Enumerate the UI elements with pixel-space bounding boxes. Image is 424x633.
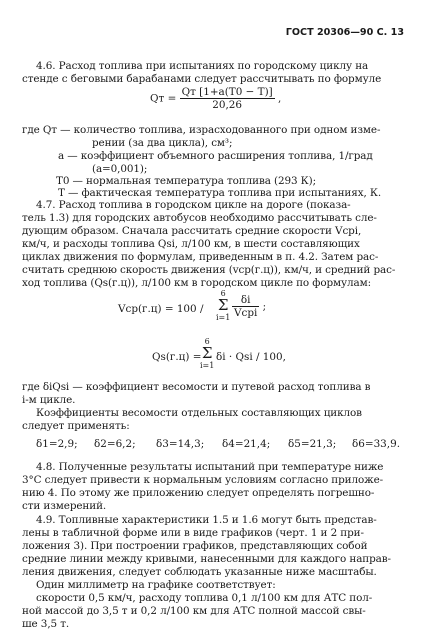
sum-symbol: Σ — [201, 344, 213, 362]
formula-fuel-consumption — [150, 86, 281, 111]
formula-3-sum — [200, 337, 214, 370]
para-4-8-line: 3°С следует привести к нормальным условиям согласно приложе- — [22, 474, 384, 486]
sum-symbol: Σ — [217, 296, 229, 314]
definition-line: T0 — нормальная температура топлива (293 К); — [56, 175, 316, 187]
coef-intro-line: следует применять: — [22, 420, 130, 432]
formula-3-sum-bottom: i=1 — [200, 361, 215, 370]
coefficient-value: δ5=21,3; — [288, 438, 337, 450]
definition-line: где Qт — количество топлива, израсходованного при одном изме- — [22, 124, 381, 136]
formula-1-denominator: 20,26 — [212, 99, 243, 111]
where-line: i-м цикле. — [22, 394, 76, 406]
coefficient-value: δ4=21,4; — [222, 438, 271, 450]
para-4-9-line: лены в табличной форме или в виде графиков (черт. 1 и 2 при- — [22, 527, 364, 539]
para-4-7-line: дующим образом. Сначала рассчитать средние скорости Vcpi, — [22, 225, 362, 237]
formula-3-lhs: Qs(г.ц) = — [152, 351, 202, 363]
para-4-9-line: Один миллиметр на графике соответствует: — [36, 579, 276, 591]
formula-2-sum-top: 6 — [220, 289, 226, 298]
definition-line: рении (за два цикла), см³; — [92, 137, 233, 149]
para-4-9-line: ления движения, следует соблюдать указанные ниже масштабы. — [22, 566, 377, 578]
para-4-9-line: ложения 3). При построении графиков, представляющих собой — [22, 540, 368, 552]
formula-2-numerator: δi — [232, 294, 259, 307]
para-4-7-line: тель 1.3) для городских автобусов необходимо рассчитывать сле- — [22, 212, 377, 224]
definition-line: T — фактическая температура топлива при испытаниях, К. — [58, 187, 382, 199]
coefficient-value: δ2=6,2; — [94, 438, 136, 450]
formula-2-sum — [216, 289, 230, 322]
formula-1-lhs: Qт = — [150, 92, 177, 105]
para-4-9-line: скорости 0,5 км/ч, расходу топлива 0,1 л/100 км для АТС пол- — [36, 592, 373, 604]
para-4-9-line: средние линии между кривыми, нанесенными для каждого направ- — [22, 553, 391, 565]
coef-intro-line: Коэффициенты весомости отдельных составляющих циклов — [36, 407, 362, 419]
para-4-7-line: 4.7. Расход топлива в городском цикле на дороге (показа- — [36, 199, 351, 211]
para-4-6-line: стенде с беговыми барабанами следует рассчитывать по формуле — [22, 73, 382, 85]
para-4-8-line: 4.8. Полученные результаты испытаний при температуре ниже — [36, 461, 384, 473]
definition-line: (a=0,001); — [92, 163, 148, 175]
page-header: ГОСТ 20306—90 С. 13 — [285, 27, 404, 38]
para-4-8-line: сти измерений. — [22, 500, 107, 512]
formula-2-tail: ; — [262, 300, 267, 313]
formula-2-denominator: Vcpi — [234, 307, 258, 319]
definition-line: a — коэффициент объемного расширения топлива, 1/град — [58, 150, 373, 162]
formula-3-body: δi · Qsi / 100, — [216, 351, 286, 363]
para-4-7-line: ход топлива (Qs(г.ц)), л/100 км в городском цикле по формулам: — [22, 277, 372, 289]
where-line: где δiQsi — коэффициент весомости и путевой расход топлива в — [22, 381, 371, 393]
formula-1-numerator: Qт [1+a(T0 − T)] — [181, 86, 273, 98]
para-4-7-line: считать среднюю скорость движения (vср(г.ц)), км/ч, и средний рас- — [22, 264, 396, 276]
para-4-6-line: 4.6. Расход топлива при испытаниях по городскому циклу на — [36, 60, 369, 72]
para-4-8-line: нию 4. По этому же приложению следует определять погрешно- — [22, 487, 375, 499]
formula-1-fraction — [180, 86, 275, 111]
formula-2-sum-bottom: i=1 — [216, 313, 231, 322]
coefficient-value: δ1=2,9; — [36, 438, 78, 450]
formula-3-sum-top: 6 — [204, 337, 210, 346]
para-4-9-line: ше 3,5 т. — [22, 618, 70, 630]
formula-2-lhs: Vср(г.ц) = 100 / — [118, 303, 204, 315]
formula-1-tail: , — [278, 92, 282, 105]
formula-2-fraction-wrap — [232, 294, 266, 319]
para-4-9-line: 4.9. Топливные характеристики 1.5 и 1.6 могут быть представ- — [36, 514, 377, 526]
formula-2-fraction — [232, 294, 259, 319]
para-4-7-line: км/ч, и расходы топлива Qsi, л/100 км, в шести составляющих — [22, 238, 360, 250]
para-4-9-line: ной массой до 3,5 т и 0,2 л/100 км для АТС полной массой свы- — [22, 605, 366, 617]
coefficient-value: δ3=14,3; — [156, 438, 205, 450]
para-4-7-line: циклах движения по формулам, приведенным в п. 4.2. Затем рас- — [22, 251, 379, 263]
coefficient-value: δ6=33,9. — [352, 438, 401, 450]
